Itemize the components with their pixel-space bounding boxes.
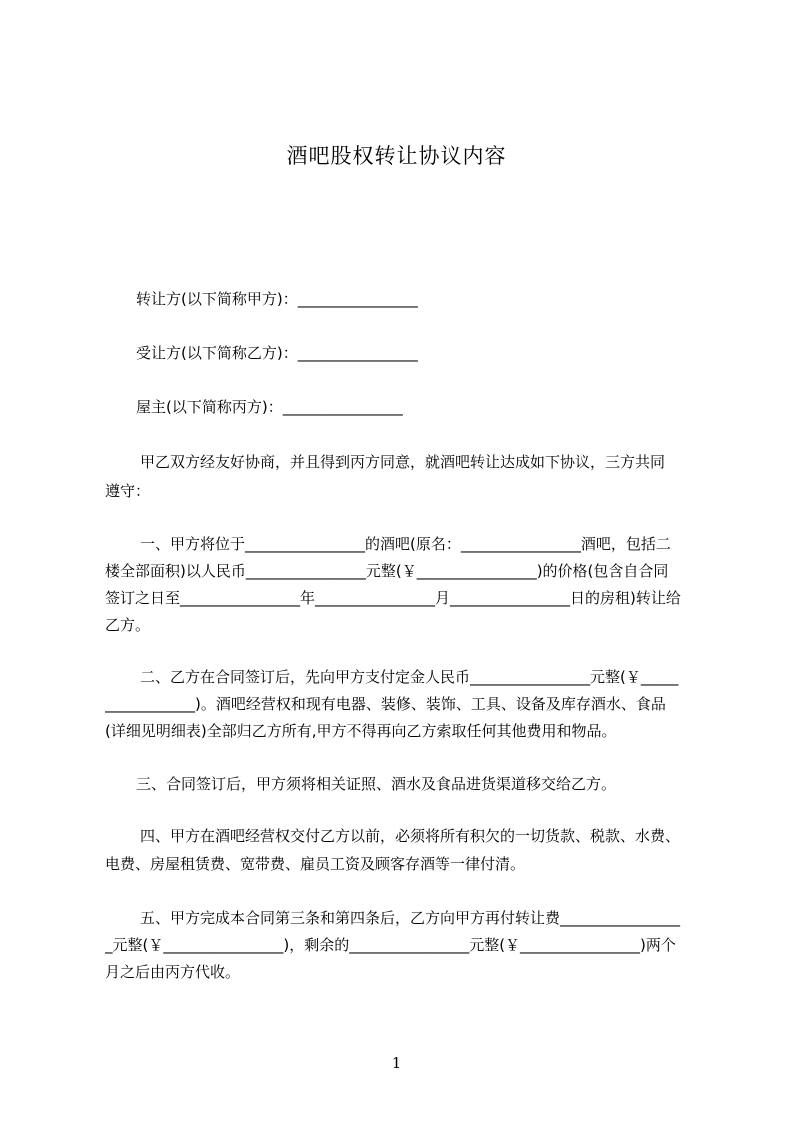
clause1-line-3: 签订之日至________________年________________月________________日的房租)转让给 [105, 589, 681, 607]
clause5-line-2: _元整(￥________________)，剩余的________________元整(￥________________)两个 [105, 936, 676, 954]
clause1-line-1: 一、甲方将位于________________的酒吧(原名：________________酒吧，包括二 [140, 535, 671, 553]
clause4-line-2: 电费、房屋租赁费、宽带费、雇员工资及顾客存酒等一律付清。 [105, 855, 526, 873]
clause5-line-3: 月之后由丙方代收。 [105, 963, 241, 981]
transferee-line: 受让方(以下简称乙方)：________________ [136, 344, 418, 362]
clause1-line-2: 楼全部面积)以人民币________________元整(￥________________)的价格(包含自合同 [105, 562, 669, 580]
transferor-line: 转让方(以下简称甲方)：________________ [136, 290, 418, 308]
clause2-line-1: 二、乙方在合同签订后，先向甲方支付定金人民币________________元整(￥_____ [140, 668, 679, 686]
page-number: 1 [391, 1054, 402, 1072]
landlord-line: 屋主(以下简称丙方)：________________ [136, 398, 403, 416]
clause3-line-1: 三、合同签订后，甲方须将相关证照、酒水及食品进货渠道移交给乙方。 [136, 775, 617, 793]
clause2-line-3: (详细见明细表)全部归乙方所有,甲方不得再向乙方索取任何其他费用和物品。 [105, 722, 617, 740]
clause1-line-4: 乙方。 [105, 616, 151, 634]
document-title: 酒吧股权转让协议内容 [286, 144, 507, 168]
clause4-line-1: 四、甲方在酒吧经营权交付乙方以前，必须将所有积欠的一切货款、税款、水费、 [140, 827, 681, 845]
clause5-line-1: 五、甲方完成本合同第三条和第四条后，乙方向甲方再付转让费________________ [140, 909, 681, 927]
clause2-line-2: ____________)。酒吧经营权和现有电器、装修、装饰、工具、设备及库存酒水、食品 [105, 695, 666, 713]
preamble-line-1: 甲乙双方经友好协商，并且得到丙方同意，就酒吧转让达成如下协议，三方共同 [140, 453, 666, 471]
preamble-line-2: 遵守： [105, 482, 151, 500]
